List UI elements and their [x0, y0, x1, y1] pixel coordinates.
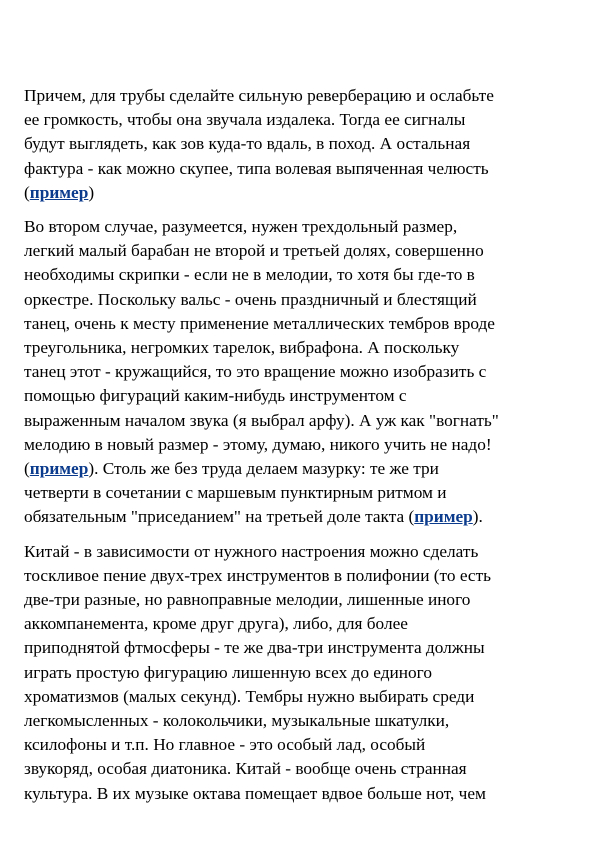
text-fragment: ). [472, 507, 483, 527]
paragraph-waltz-mazurka [24, 215, 572, 530]
text-line: танец, очень к месту применение металлических тембров вроде [24, 313, 495, 333]
text-line: звукоряд, особая диатоника. Китай - вообще очень странная [24, 759, 467, 779]
text-line: ксилофоны и т.п. Но главное - это особый лад, особый [24, 735, 426, 755]
text-line: легкий малый барабан не второй и третьей долях, совершенно [24, 241, 484, 261]
text-line: ее громкость, чтобы она звучала издалека. Тогда ее сигналы [24, 110, 466, 130]
text-line: культура. В их музыке октава помещает вдвое больше нот, чем [24, 783, 486, 803]
text-line: мелодию в новый размер - этому, думаю, никого учить не надо! [24, 434, 492, 454]
text-fragment: ). Столь же без труда делаем мазурку: те же три [88, 459, 439, 479]
text-line: танец этот - кружащийся, то это вращение можно изобразить с [24, 362, 487, 382]
text-line [24, 181, 572, 205]
text-line: играть простую фигурацию лишенную всех до единого [24, 662, 432, 682]
example-link[interactable]: пример [414, 507, 473, 527]
text-fragment: ( [24, 459, 30, 479]
text-line: Китай - в зависимости от нужного настроения можно сделать [24, 541, 479, 561]
text-line: Причем, для трубы сделайте сильную реверберацию и ослабьте [24, 86, 494, 105]
text-line: Во втором случае, разумеется, нужен трехдольный размер, [24, 217, 458, 237]
text-line: приподнятой фтмосферы - те же два-три инструмента должны [24, 638, 485, 658]
text-line: помощью фигураций каким-нибудь инструментом с [24, 386, 407, 406]
text-line: выраженным началом звука (я выбрал арфу). А уж как "вогнать" [24, 410, 499, 430]
text-line: оркестре. Поскольку вальс - очень праздничный и блестящий [24, 289, 477, 309]
text-line [24, 505, 572, 529]
text-line: хроматизмов (малых секунд). Тембры нужно выбирать среди [24, 686, 475, 706]
text-line: фактура - как можно скупее, типа волевая выпяченная челюсть [24, 158, 489, 178]
paragraph-china [24, 540, 572, 806]
text-line: треугольника, негромких тарелок, вибрафона. А поскольку [24, 338, 460, 358]
paragraph-trumpet [24, 84, 572, 205]
text-line: будут выглядеть, как зов куда-то вдаль, в поход. А остальная [24, 134, 471, 154]
text-line: легкомысленных - колокольчики, музыкальные шкатулки, [24, 711, 450, 731]
text-fragment: обязательным "приседанием" на третьей доле такта ( [24, 507, 415, 527]
document-page [24, 84, 572, 816]
example-link[interactable]: пример [29, 459, 89, 479]
text-line: необходимы скрипки - если не в мелодии, то хотя бы где-то в [24, 265, 475, 285]
text-line: четверти в сочетании с маршевым пунктирным ритмом и [24, 483, 447, 503]
text-line: аккомпанемента, кроме друг друга), либо, для более [24, 614, 408, 634]
example-link[interactable]: пример [29, 182, 89, 202]
text-line: тоскливое пение двух-трех инструментов в полифонии (то есть [24, 565, 492, 585]
text-fragment: ( [24, 182, 30, 202]
text-fragment: ) [88, 182, 95, 202]
text-line: две-три разные, но равноправные мелодии, лишенные иного [24, 590, 471, 610]
text-line [24, 457, 572, 481]
